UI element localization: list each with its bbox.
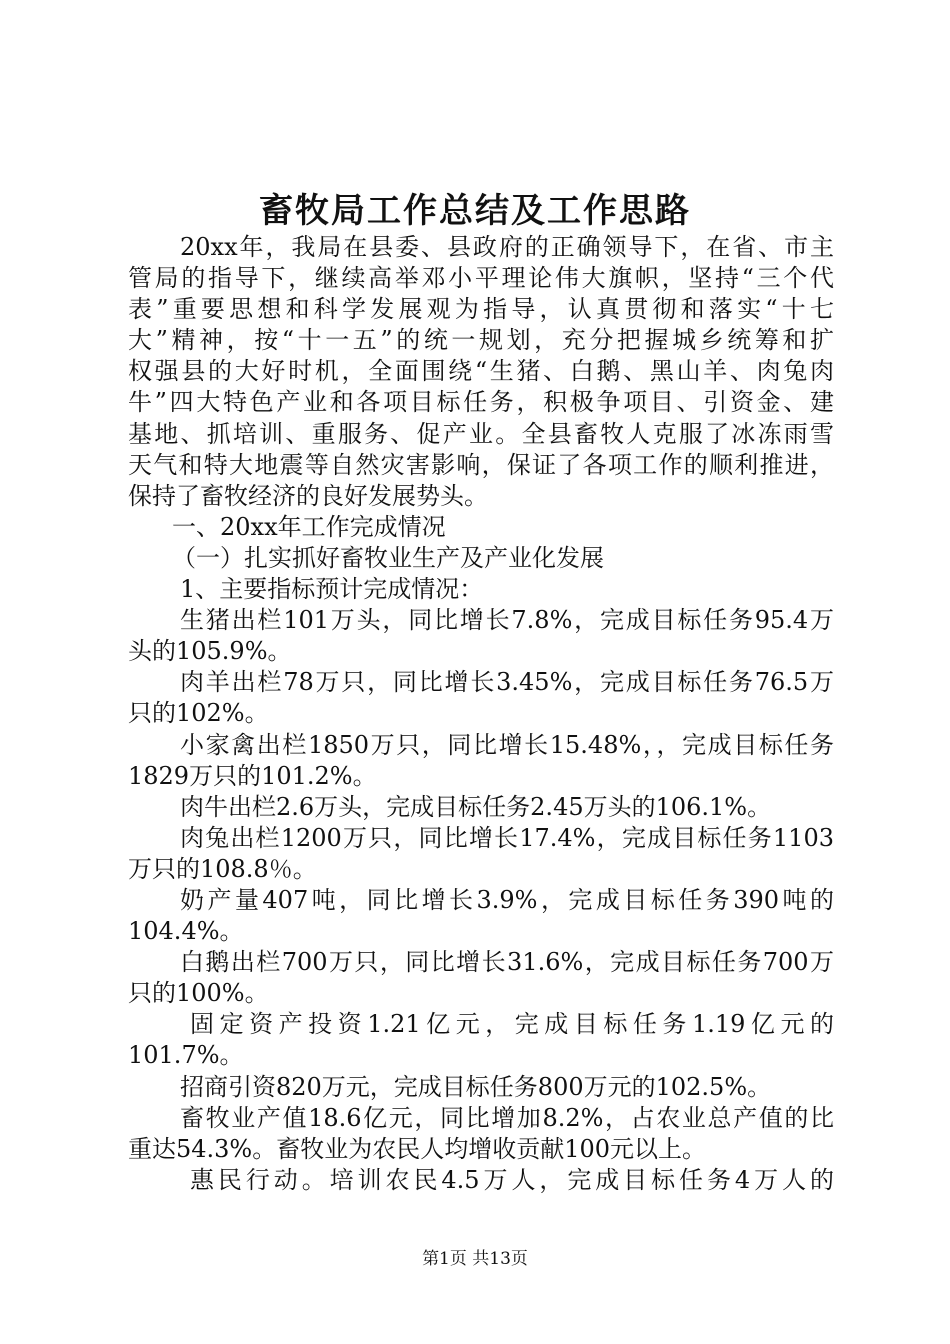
text-line: 20xx年，我局在县委、县政府的正确领导下，在省、市主: [180, 233, 834, 261]
text-line: 101.7%。: [128, 1041, 244, 1070]
text-line: 万只的108.8％。: [128, 854, 317, 883]
text-line: 奶产量407吨，同比增长3.9%，完成目标任务390吨的: [180, 885, 834, 914]
text-line: 基地、抓培训、重服务、促产业。全县畜牧人克服了冰冻雨雪: [128, 419, 834, 448]
text-line: 畜牧业产值18.6亿元，同比增加8.2%，占农业总产值的比: [180, 1103, 834, 1132]
text-line: 1829万只的101.2%。: [128, 761, 377, 790]
text-line: 重达54.3%。畜牧业为农民人均增收贡献100元以上。: [128, 1134, 707, 1163]
list-heading: 1、主要指标预计完成情况：: [180, 575, 484, 604]
text-line: 肉羊出栏78万只，同比增长3.45%，完成目标任务76.5万: [180, 668, 834, 697]
text-line: 保持了畜牧经济的良好发展势头。: [128, 481, 488, 510]
text-line: 肉兔出栏1200万只，同比增长17.4%，完成目标任务1103: [180, 823, 834, 852]
page-footer: 第1页 共13页: [422, 1249, 528, 1269]
text-line: 只的102%。: [128, 699, 269, 728]
text-line: 生猪出栏101万头，同比增长7.8%，完成目标任务95.4万: [180, 606, 834, 635]
text-line: 只的100%。: [128, 979, 269, 1008]
text-line: 肉牛出栏2.6万头，完成目标任务2.45万头的106.1%。: [180, 792, 772, 821]
text-line: 权强县的大好时机，全面围绕“生猪、白鹅、黑山羊、肉兔肉: [128, 357, 834, 386]
text-line: 管局的指导下，继续高举邓小平理论伟大旗帜，坚持“三个代: [128, 264, 834, 293]
text-line: 大”精神，按“十一五”的统一规划，充分把握城乡统筹和扩: [128, 326, 834, 355]
text-line: 头的105.9%。: [128, 637, 292, 666]
text-line: 固定资产投资1.21亿元，完成目标任务1.19亿元的: [190, 1010, 834, 1039]
text-line: 招商引资820万元，完成目标任务800万元的102.5%。: [180, 1072, 772, 1101]
text-line: 牛”四大特色产业和各项目标任务，积极争项目、引资金、建: [128, 388, 834, 417]
document-body: [128, 232, 834, 1196]
text-line: 惠民行动。培训农民4.5万人，完成目标任务4万人的: [190, 1165, 834, 1194]
text-line: 104.4%。: [128, 917, 244, 946]
section-heading: 一、20xx年工作完成情况: [172, 512, 446, 541]
subsection-heading: （一）扎实抓好畜牧业生产及产业化发展: [172, 543, 604, 572]
text-line: 白鹅出栏700万只，同比增长31.6%，完成目标任务700万: [180, 948, 834, 977]
text-line: 表”重要思想和科学发展观为指导，认真贯彻和落实“十七: [128, 295, 834, 324]
text-line: 小家禽出栏1850万只，同比增长15.48%，，完成目标任务: [180, 730, 834, 759]
page-title: 畜牧局工作总结及工作思路: [259, 191, 691, 231]
text-line: 天气和特大地震等自然灾害影响，保证了各项工作的顺利推进，: [128, 450, 834, 479]
